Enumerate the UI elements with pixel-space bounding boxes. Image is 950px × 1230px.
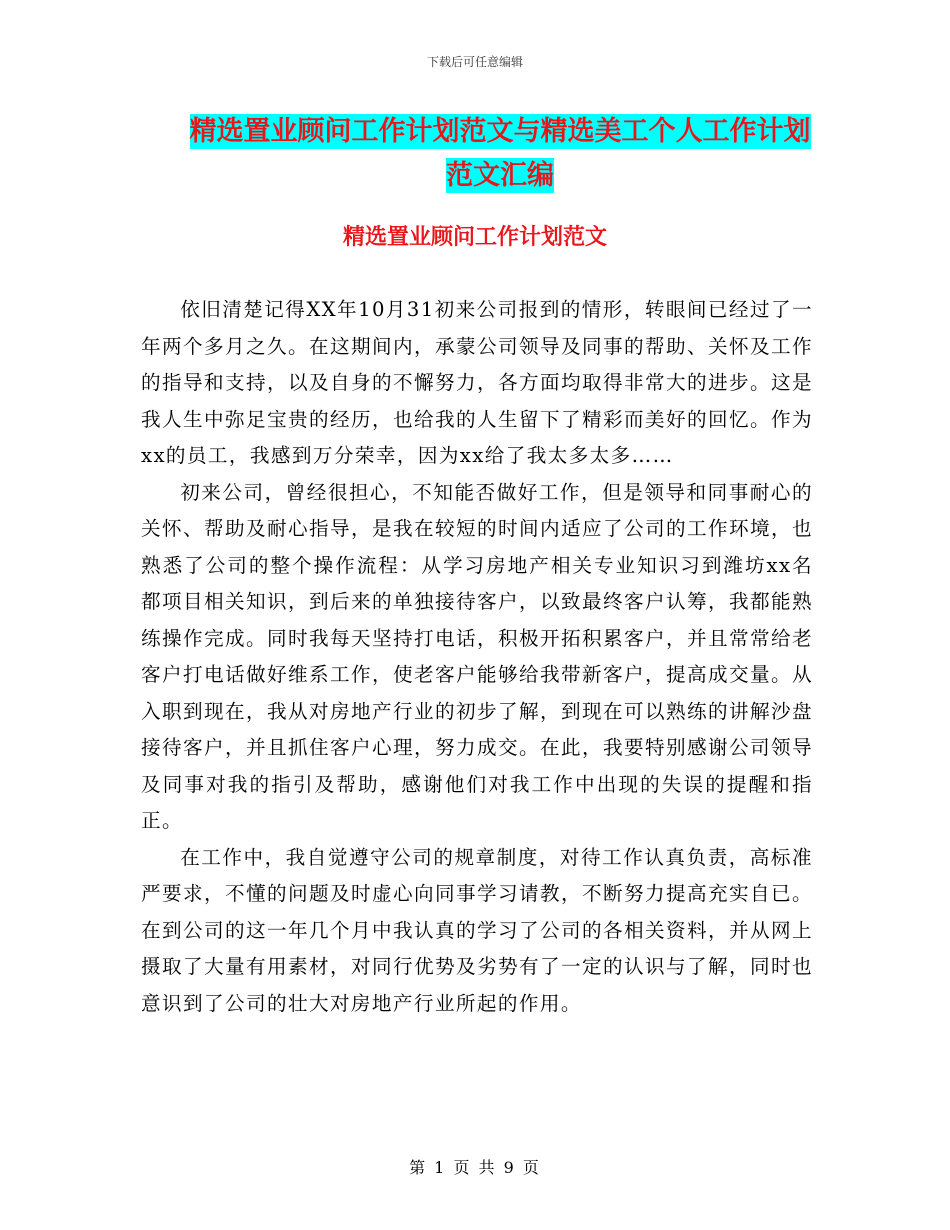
body-text xyxy=(141,292,813,1022)
title-line-2: 范文汇编 xyxy=(446,160,554,191)
section-title: 精选置业顾问工作计划范文 xyxy=(342,225,607,250)
page-header-note: 下载后可任意编辑 xyxy=(426,55,523,69)
paragraph-3: 在工作中，我自觉遵守公司的规章制度，对待工作认真负责，高标准严要求，不懂的问题及时虚心向同事学习请教，不断努力提高充实自已。在到公司的这一年几个月中我认真的学习了公司的各相关资料，并从网上摄取了大量有用素材，对同行优势及劣势有了一定的认识与了解，同时也意识到了公司的壮大对房地产行业所起的作用。 xyxy=(141,845,813,1015)
paragraph-1: 依旧清楚记得XX年10月31初来公司报到的情形，转眼间已经过了一年两个多月之久。在这期间内，承蒙公司领导及同事的帮助、关怀及工作的指导和支持，以及自身的不懈努力，各方面均取得非常大的进步。这是我人生中弥足宝贵的经历，也给我的人生留下了精彩而美好的回忆。作为xx的员工，我感到万分荣幸，因为xx给了我太多太多…… xyxy=(141,298,813,467)
title-line-1: 精选置业顾问工作计划范文与精选美工个人工作计划 xyxy=(189,116,811,147)
page-number: 第 1 页 共 9 页 xyxy=(409,1158,541,1177)
paragraph-2: 初来公司，曾经很担心，不知能否做好工作，但是领导和同事耐心的关怀、帮助及耐心指导，是我在较短的时间内适应了公司的工作环境，也熟悉了公司的整个操作流程：从学习房地产相关专业知识习到潍坊xx名都项目相关知识，到后来的单独接待客户，以致最终客户认筹，我都能熟练操作完成。同时我每天坚持打电话，积极开拓积累客户，并且常常给老客户打电话做好维系工作，使老客户能够给我带新客户，提高成交量。从入职到现在，我从对房地产行业的初步了解，到现在可以熟练的讲解沙盘接待客户，并且抓住客户心理，努力成交。在此，我要特别感谢公司领导及同事对我的指引及帮助，感谢他们对我工作中出现的失误的提醒和指正。 xyxy=(141,480,813,832)
document-title xyxy=(130,110,870,198)
